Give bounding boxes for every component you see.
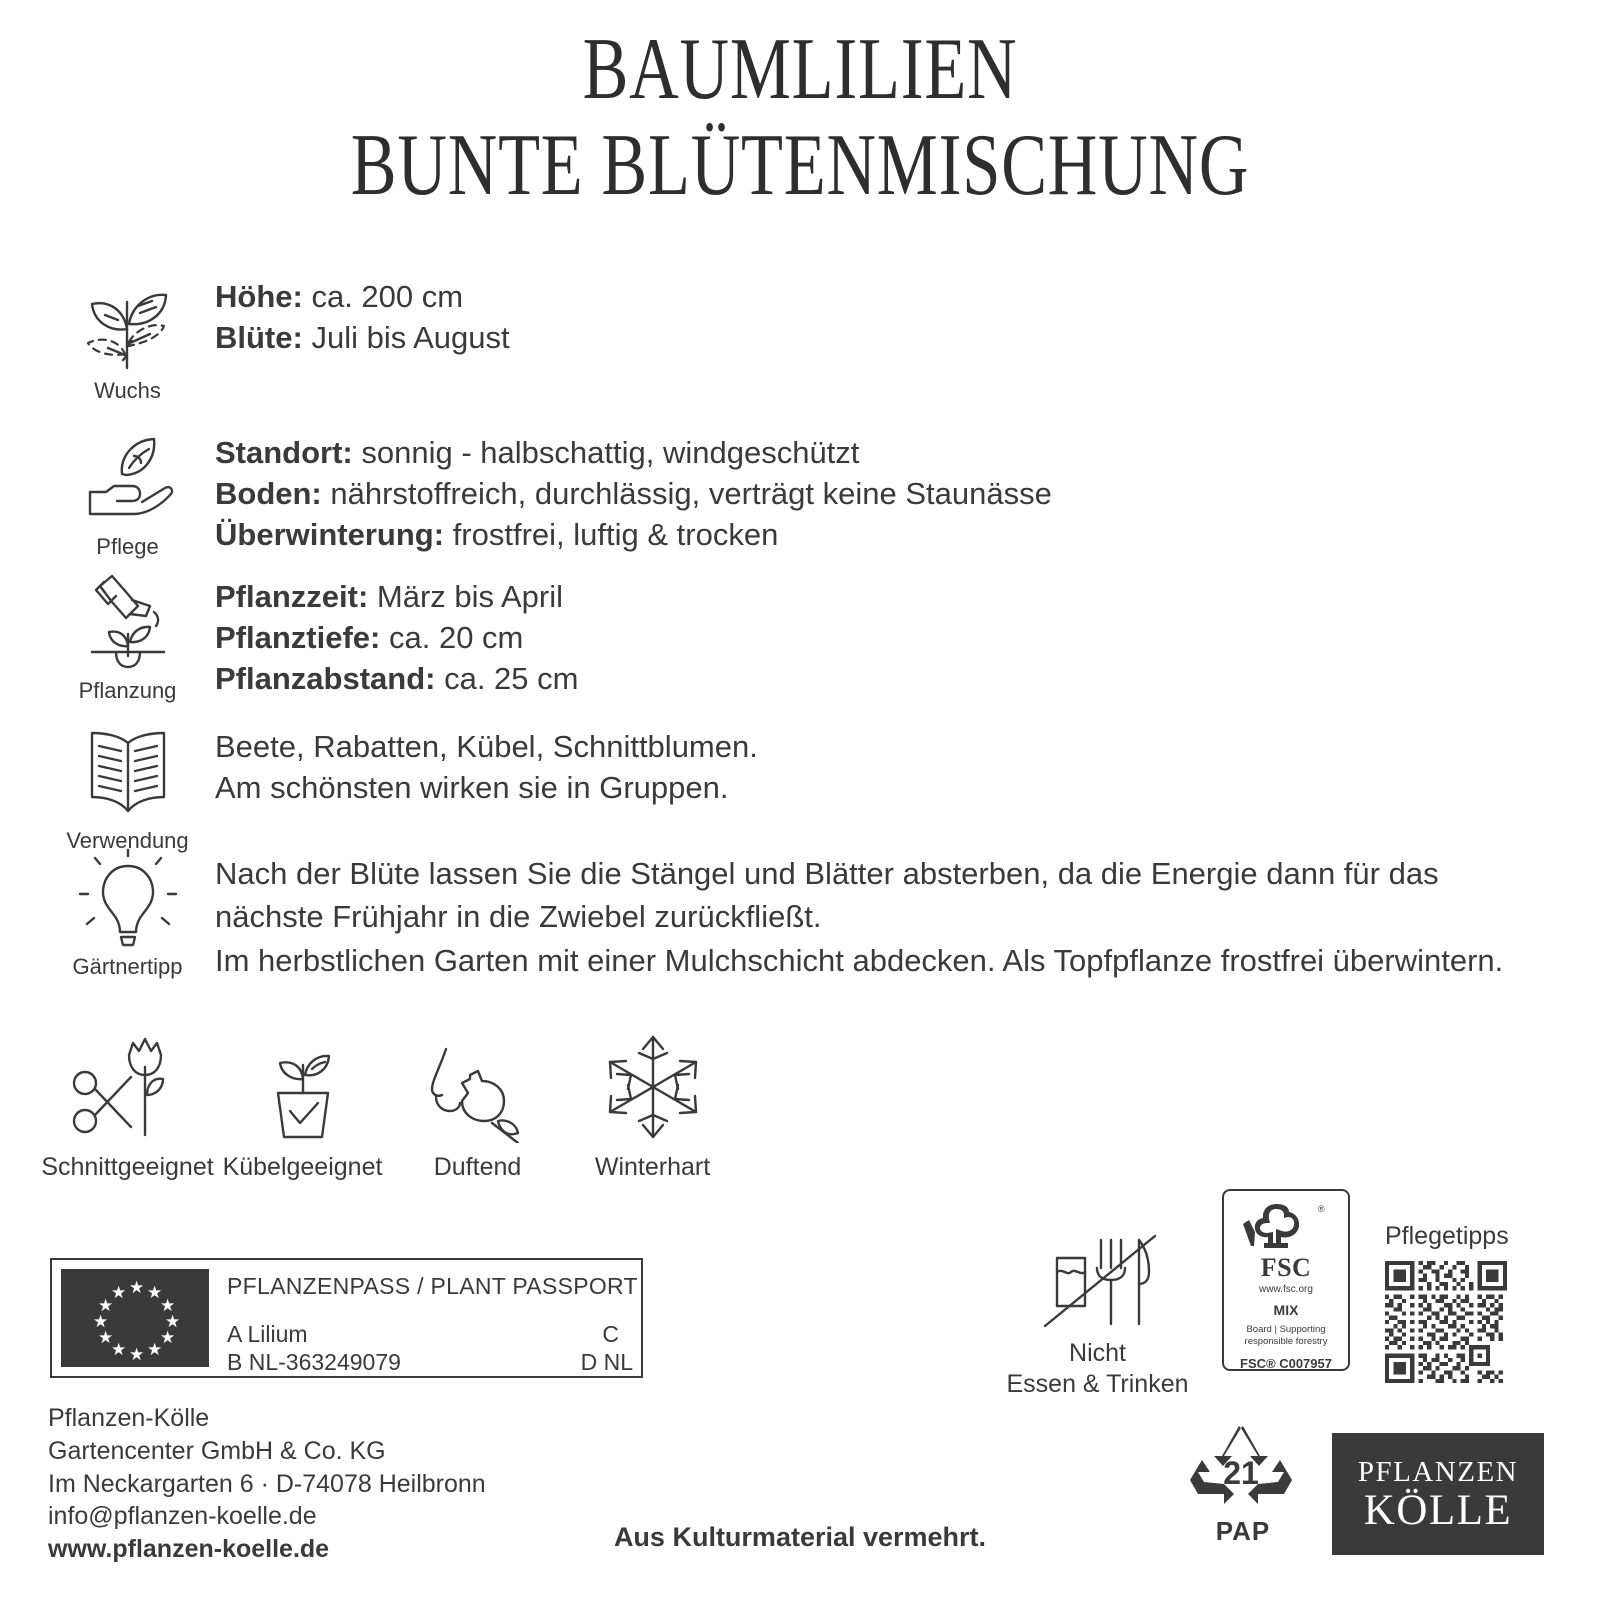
pflanzung-label-pflanztiefe: Pflanztiefe: [215,620,381,656]
recycling-pap-block [1188,1422,1298,1547]
pflanzung-value-pflanztiefe: ca. 20 cm [388,620,524,656]
wuchs-line-hoehe [215,276,510,317]
verwendung-paragraph-1: Beete, Rabatten, Kübel, Schnittblumen. [215,729,758,764]
wuchs-label-bluete: Blüte: [215,320,303,356]
lightbulb-icon [78,848,178,952]
feature-label-kuebelgeeignet: Kübelgeeignet [222,1153,383,1181]
plant-passport [50,1258,643,1378]
fsc-mix-label: MIX [1273,1302,1299,1318]
section-pflanzung-text [215,572,578,700]
pflege-value-boden: nährstoffreich, durchlässig, verträgt keine Staunässe [330,476,1052,512]
feature-schnittgeeignet [40,1025,215,1182]
pflege-value-ueberwinterung: frostfrei, luftig & trocken [452,517,779,553]
section-pflanzung-caption: Pflanzung [78,678,177,703]
section-verwendung-caption: Verwendung [66,828,189,853]
section-verwendung-text [215,722,758,808]
nose-flower-icon [418,1025,538,1143]
gaertnertipp-paragraph-2: Im herbstlichen Garten mit einer Mulchschicht abdecken. Als Topfpflanze frostfrei überwintern. [215,942,1504,978]
section-verwendung-icon-column [40,722,215,854]
section-pflege [40,428,1052,560]
address-company-name: Pflanzen-Kölle [48,1404,210,1432]
pflanzung-line-pflanzzeit [215,576,578,617]
pflanzung-label-pflanzzeit: Pflanzzeit: [215,579,369,614]
snowflake-icon [597,1025,709,1143]
pflege-label-ueberwinterung: Überwinterung: [215,517,445,553]
open-book-icon [80,722,176,826]
growth-icon [80,272,176,376]
fsc-wordmark: FSC [1260,1253,1312,1282]
title-line-1: BAUMLILIEN [582,21,1018,118]
wuchs-value-bluete: Juli bis August [311,320,510,356]
fsc-description-line1: Board | Supporting [1246,1324,1326,1335]
pflege-line-boden [215,473,1052,514]
hand-leaf-icon [76,428,180,532]
plant-passport-field-c: C [602,1321,619,1347]
pflege-line-standort [215,432,1052,473]
plant-passport-text [227,1269,641,1375]
section-verwendung [40,722,758,854]
plant-passport-field-a: A Lilium [227,1321,308,1347]
pflege-label-boden: Boden: [215,476,322,512]
svg-text:®: ® [1318,1204,1325,1214]
plant-passport-field-b: B NL-363249079 [227,1349,401,1375]
feature-winterhart [565,1025,740,1182]
fsc-license-code: FSC® C007957 [1240,1355,1332,1371]
wuchs-line-bluete [215,317,510,358]
feature-label-duftend: Duftend [433,1153,522,1181]
brand-logo-line1: PFLANZEN [1357,1455,1519,1488]
no-eat-drink-label-line2: Essen & Trinken [1006,1370,1189,1399]
section-wuchs [40,272,510,404]
section-wuchs-icon-column [40,272,215,404]
section-pflanzung-icon-column [40,572,215,704]
section-gaertnertipp-caption: Gärtnertipp [72,954,183,979]
recycling-triangle-icon [1188,1422,1298,1516]
scissors-flower-icon [63,1025,193,1143]
qr-code-icon[interactable] [1385,1261,1507,1383]
address-street-city: Im Neckargarten 6 · D-74078 Heilbronn [48,1469,486,1498]
pflanzung-value-pflanzabstand: ca. 25 cm [444,661,579,697]
fsc-description-line2: responsible forestry [1244,1335,1328,1347]
plant-passport-field-d: D NL [580,1349,633,1375]
page-title [0,21,1600,214]
fsc-label [1222,1189,1350,1371]
watering-can-icon [76,572,180,676]
section-pflege-icon-column [40,428,215,560]
title-line-2: BUNTE BLÜTENMISCHUNG [350,116,1250,214]
wuchs-value-hoehe: ca. 200 cm [311,279,464,314]
potted-plant-check-icon [248,1025,358,1143]
gaertnertipp-paragraph-1: Nach der Blüte lassen Sie die Stängel und Blätter absterben, da die Energie dann für das nächste Frühjahr in die Zwiebel zurückfließt. [215,856,1439,935]
feature-icon-row [40,1025,740,1182]
section-gaertnertipp-icon-column [40,848,215,980]
eu-flag-icon: ★ ★ ★ ★ ★ ★ ★ ★ ★ ★ ★ ★ [61,1269,209,1367]
feature-label-schnittgeeignet: Schnittgeeignet [41,1153,214,1181]
verwendung-paragraph-2: Am schönsten wirken sie in Gruppen. [215,770,729,806]
brand-logo-line2: KÖLLE [1363,1486,1513,1534]
recycling-pap-label: PAP [1215,1516,1271,1546]
plant-passport-heading: PFLANZENPASS / PLANT PASSPORT [227,1273,638,1299]
section-wuchs-caption: Wuchs [94,378,161,403]
feature-kuebelgeeignet [215,1025,390,1182]
section-wuchs-text [215,272,510,358]
section-pflege-caption: Pflege [96,534,159,559]
fsc-url: www.fsc.org [1259,1284,1313,1295]
no-eat-drink-label-line1: Nicht [1069,1339,1126,1367]
qr-label: Pflegetipps [1385,1222,1509,1250]
feature-duftend [390,1025,565,1182]
pflanzung-line-pflanztiefe [215,617,578,658]
wuchs-label-hoehe: Höhe: [215,279,303,314]
section-pflanzung [40,572,578,704]
section-pflege-text [215,428,1052,556]
address-email[interactable]: info@pflanzen-koelle.de [48,1502,317,1531]
section-gaertnertipp-text [215,848,1535,982]
brand-logo [1332,1433,1544,1555]
pflanzung-label-pflanzabstand: Pflanzabstand: [215,661,436,697]
pflanzung-line-pflanzabstand [215,658,578,699]
pflege-value-standort: sonnig - halbschattig, windgeschützt [361,435,860,470]
pflege-line-ueberwinterung [215,514,1052,555]
care-tips-qr-block [1385,1222,1515,1383]
no-eat-drink-icon [1000,1232,1195,1332]
no-eat-drink-block [1000,1232,1195,1401]
pflanzung-value-pflanzzeit: März bis April [376,579,563,614]
address-website[interactable]: www.pflanzen-koelle.de [48,1535,330,1563]
propagation-note: Aus Kulturmaterial vermehrt. [613,1522,987,1552]
fsc-tree-checkmark-icon [1240,1198,1332,1252]
feature-label-winterhart: Winterhart [594,1153,711,1181]
address-legal-form: Gartencenter GmbH & Co. KG [48,1436,386,1465]
svg-text:21: 21 [1223,1455,1259,1491]
section-gaertnertipp [40,848,1535,982]
pflege-label-standort: Standort: [215,435,353,470]
